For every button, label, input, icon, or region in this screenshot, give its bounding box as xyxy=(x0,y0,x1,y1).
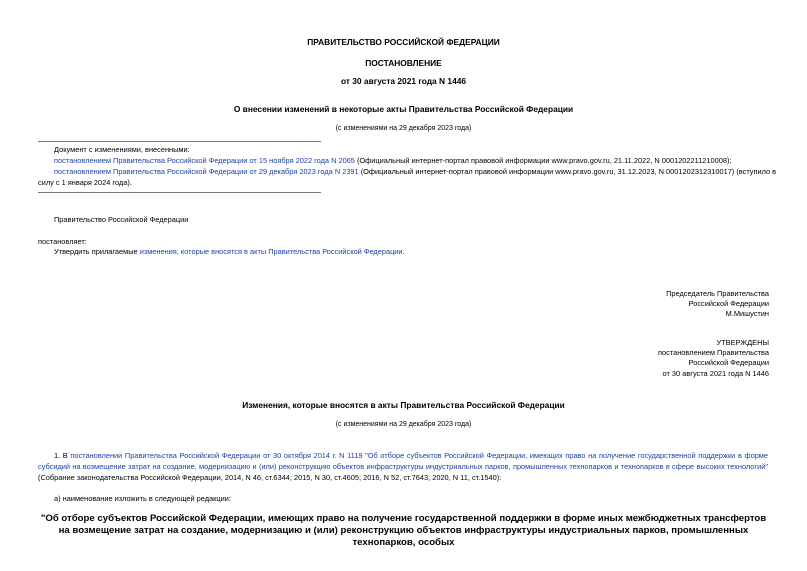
point-1-link[interactable]: постановлении Правительства Российской Федерации от 30 октября 2014 г. N 1119 "Об отборе субъектов Российской Федерации, имеющих право на получение государственной поддержки в форме субсидий на возмещение затрат на создание, модернизацию и (или) реконструкцию объектов инфраструктуры индустриальных парков, промышленных технопарков и технопарков в сфере высоких технологий" xyxy=(38,451,768,471)
changes-item-1 xyxy=(54,156,732,165)
point-1-source: (Собрание законодательства Российской Федерации, 2014, N 46, ст.6344; 2015, N 30, ст.4605; 2016, N 52, ст.7643; 2020, N 11, ст.1540): xyxy=(38,473,502,482)
approved-org: Российской Федерации xyxy=(688,358,769,367)
approve-paragraph xyxy=(54,247,405,256)
revision-note: (с изменениями на 29 декабря 2023 года) xyxy=(335,125,472,132)
changes-item-2-link[interactable]: постановлением Правительства Российской Федерации от 29 декабря 2023 года N 2391 xyxy=(54,167,359,176)
approved-heading: УТВЕРЖДЕНЫ xyxy=(716,338,769,347)
changes-item-1-link[interactable]: постановлением Правительства Российской Федерации от 15 ноября 2022 года N 2065 xyxy=(54,156,355,165)
signature-position: Председатель Правительства xyxy=(666,289,769,298)
decrees-word: постановляет: xyxy=(38,237,87,246)
approve-link[interactable]: изменения, которые вносятся в акты Правительства Российской Федерации xyxy=(139,247,403,256)
approve-prefix: Утвердить прилагаемые xyxy=(54,247,140,256)
approved-by: постановлением Правительства xyxy=(658,348,769,357)
point-1-paragraph xyxy=(38,450,768,483)
signature-name: М.Мишустин xyxy=(725,309,769,318)
quoted-title: "Об отборе субъектов Российской Федерации, имеющих право на получение государственной поддержки в форме иных межбюджетных трансфертов на возмещение затрат на создание, модернизацию и (или) реконструкцию объектов инфраструктуры индустриальных парков, промышленных технопарков, особых xyxy=(40,513,767,548)
government-name: Правительство Российской Федерации xyxy=(54,215,189,224)
sub-a: а) наименование изложить в следующей редакции: xyxy=(54,494,231,503)
changes-item-2-source: (Официальный интернет-портал правовой информации www.pravo.gov.ru, 31.12.2023, N 0001202312310017) (вступило в xyxy=(358,167,777,176)
signature-org: Российской Федерации xyxy=(688,299,769,308)
changes-intro: Документ с изменениями, внесенными: xyxy=(54,145,190,154)
point-1-prefix: 1. В xyxy=(54,451,71,460)
changes-item-2-continuation: силу с 1 января 2024 года). xyxy=(38,178,132,187)
document-date: от 30 августа 2021 года N 1446 xyxy=(340,76,467,86)
section-revision: (с изменениями на 29 декабря 2023 года) xyxy=(335,421,472,428)
approved-date: от 30 августа 2021 года N 1446 xyxy=(662,369,769,378)
government-heading: ПРАВИТЕЛЬСТВО РОССИЙСКОЙ ФЕДЕРАЦИИ xyxy=(307,37,500,47)
changes-top-rule xyxy=(38,141,321,142)
document-title: О внесении изменений в некоторые акты Правительства Российской Федерации xyxy=(233,104,574,114)
changes-bottom-rule xyxy=(38,192,321,193)
approve-suffix: . xyxy=(402,247,405,256)
document-type: ПОСТАНОВЛЕНИЕ xyxy=(365,58,442,68)
changes-item-2 xyxy=(54,167,776,176)
changes-item-1-source: (Официальный интернет-портал правовой информации www.pravo.gov.ru, 21.11.2022, N 0001202211210008); xyxy=(354,156,732,165)
section-title: Изменения, которые вносятся в акты Правительства Российской Федерации xyxy=(242,400,565,410)
